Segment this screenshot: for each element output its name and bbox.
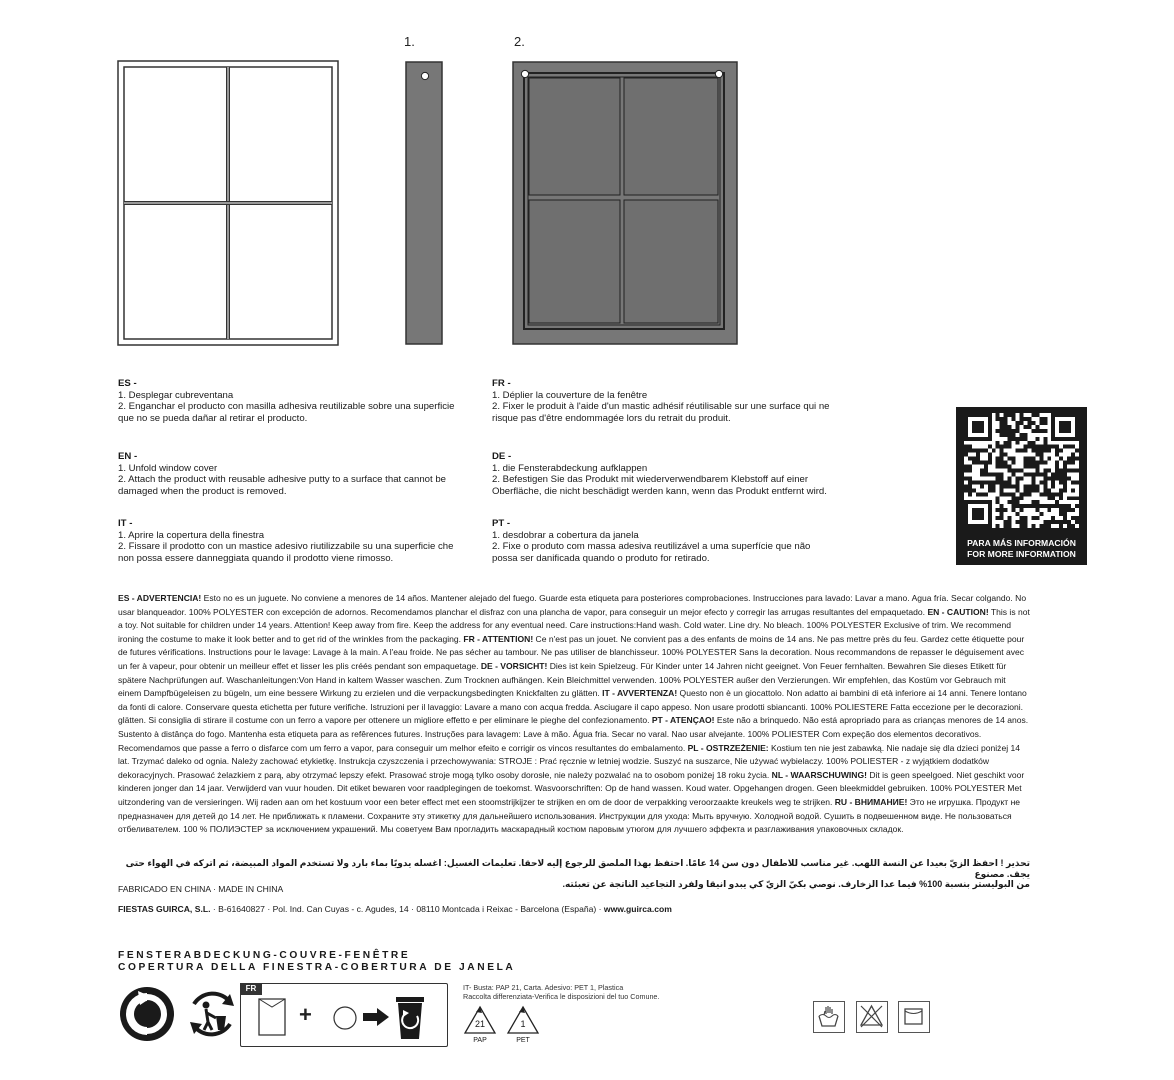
safety-warnings: ES - ADVERTENCIA! Esto no es un juguete. No conviene a menores de 14 años. Mantener alejado del fuego. Guarde esta etiqueta para posteriores comprobaciones. Instrucciones para lavado: Lavar a mano. Agua fría. Secar colgando. No usar blanqueador. 100% POLYESTER con excepción de adornos. Recomendamos planchar el disfraz con una plancha de vapor, para conseguir un mejor efecto y corregir las arrugas resultantes del empaquetado. EN - CAUTION! This is not a toy. Not suitable for children under 14 years. Attention! Keep away from fire. Keep the address for any eventual need. Care instructions:Hand wash. Cold water. Line dry. No bleach. 100% POLYESTER Exclusive of trim. We recommend ironing the costume to make it look better and to get rid of the wrinkles from the packaging. FR - ATTENTION! Ce n'est pas un jouet. Ne convient pas a des enfants de moins de 14 ans. Ne pas mettre près du feu. Gardez cette étiquette pour de futures vérifications. Instructions pour le lavage: Lavage à la main. A l'eau froide. Ne pas sécher au tambour. Ne pas utiliser de blanchisseur. 100% POLYESTER Sans la decoration. Nous recommandons de repasser le déguisement avec un fer à vapeur, pour obtenir un meilleur effet et lisser les plis créés pendant son empaquetage. DE - VORSICHT! Dies ist kein Spielzeug. Für Kinder unter 14 Jahren nicht geeignet. Von Feuer fernhalten. Bewahren Sie dieses Etikett für spätere Nachprüfungen auf. Waschanleitungen:Von Hand in kaltem Wasser waschen. Zum Trocknen aufhängen. Kein Bleichmittel verwenden. 100% POLYESTER außer den Verzierungen. Wir empfehlen, das Kostüm vor Gebrauch mit einem Dampfbügeleisen zu bügeln, um eine bessere Wirkung zu erzielen und die verpackungsbedingten Knickfalten zu glätten. IT - AVVERTENZA! Questo non è un giocattolo. Non adatto ai bambini di età inferiore ai 14 anni. Tenere lontano da fonti di calore. Conservare questa etichetta per future verifiche. Istruzioni per il lavaggio: Lavare a mano con acqua fredda. Asciugare il capo appeso. Non usare prodotti sbiancanti. 100% POLIESTERE Fatta eccezione per le decorazioni. glätten. Si consiglia di stirare il costume con un ferro a vapore per ottenere un migliore effetto e per eliminare le pieghe del confezionamento. PT - ATENÇAO! Este não a brinquedo. Não está apropriado para as crianças menores de 14 anos. Sustento à distânça do fogo. Mantenha esta etiqueta para as refêrences futures. Instruções para lavagem: Lave à mão. Água fria. Secar no varal. Nao usar alvejante. 100% POLIESTER Com expeção dos elementos decorativos. Recomendamos que passe a ferro o disfarce com um ferro a vapor, para conseguir um melhor efeito e corrigir os vincos resultantes do embalamento. PL - OSTRZEŻENIE: Kostium ten nie jest zabawką. Nie nadaje się dla dzieci poniżej 14 lat. Trzymać daleko od ognia. Należy zachować etykietkę. Instrukcja czyszczenia i przechowywania: STROJE : Prać ręcznie w letniej wodzie. Suszyć na suszarce, Nie używać wybielaczy. 100% POLIESTER - z wyjątkiem dodatków dekoracyjnych. Prasować żelazkiem z parą, aby otrzymać lepszy efekt. Prasować stroje mogą tylko osoby dorosłe, nie należy pozwalać na to osobom poniżej 18 roku życia. NL - WAARSCHUWING! Dit is geen speelgoed. Niet geschikt voor kinderen jonger dan 14 jaar. Verwijderd van vuur houden. Dit etiket bewaren voor raadplegingen de toekomst. Wasvoorschriften: Op de hand wassen. Koud water. Opgehangen drogen. Geen bleekmiddel gebruiken. 100% POLYESTER Met uitzondering van de versieringen. Wij raden aan om het kostuum voor een beter effect met een stoomstrijkijzer te strijken en om de door de verpakking veroorzaakte kreukels weg te strijken. RU - ВНИМАНИЕ! Это не игрушка. Продукт не предназначен для детей до 14 лет. Не приближать к пламени. Сохраните эту этикетку для дальнейшего использования. Инструкции для ухода: Мыть вручную. Холодной водой. Сушить в подвешенном виде. Не пользоваться отбеливателем. 100 % ПОЛИЭСТЕР за исключением украшений. Мы советуем Вам прогладить маскарадный костюм паровым утюгом для лучшего эффекта и разглаживания упаковочных складок. bbox=[118, 593, 1030, 835]
instructions-de: DE - 1. die Fensterabdeckung aufklappen 2. Befestigen Sie das Produkt mit wiederverwendbarem Klebstoff auf einer Oberfläche, die nicht beschädigt werden kann, wenn das Produkt entfernt wird. bbox=[492, 451, 827, 497]
italian-recycling-text: IT- Busta: PAP 21, Carta. Adesivo: PET 1, Plastica Raccolta differenziata-Verifica le disposizioni del tuo Comune. bbox=[463, 983, 660, 1001]
bin-icon bbox=[395, 994, 425, 1040]
company-details: · B-61640827 · Pol. Ind. Can Cuyas - c. Agudes, 14 · 08110 Montcada i Reixac - Barcelona (España) · bbox=[210, 904, 604, 914]
company-name: FIESTAS GUIRCA, S.L. bbox=[118, 904, 211, 914]
arabic-warning: تحذير ! احفظ الزيّ بعيدا عن النسة اللهب. غير مناسب للاطفال دون سن 14 عامًا. احتفظ بهذا الملصق للرجوع إليه لاحقا. تعليمات الغسيل: اغسله يدويًا بماء بارد ولا تستخدم المواد المبيضة، ثم اتركه في الهواء حتى يجف. مصنوع من البوليستر بنسبة 100% فيما عدا الزخارف. نوصي بكيّ الزيّ كي يبدو انيقا ولفرد التجاعيد الناتجة عن تعبئته. bbox=[125, 858, 1030, 889]
made-in-label: FABRICADO EN CHINA · MADE IN CHINA bbox=[118, 884, 284, 894]
illustration-attached-cover bbox=[512, 61, 738, 345]
arrow-icon bbox=[363, 1008, 389, 1026]
tidyman-icon bbox=[186, 988, 238, 1040]
plus-sign: + bbox=[299, 1002, 312, 1027]
instructions-pt: PT - 1. desdobrar a cobertura da janela 2. Fixe o produto com massa adesiva reutilizável a uma superfície que não possa ser danificada quando o produto for retirado. bbox=[492, 518, 811, 564]
company-url[interactable]: www.guirca.com bbox=[603, 904, 672, 914]
step-number-1: 1. bbox=[404, 34, 415, 49]
pet-number: 1 bbox=[520, 1019, 526, 1029]
envelope-icon bbox=[257, 997, 287, 1037]
company-info bbox=[118, 904, 672, 914]
qr-code-panel[interactable] bbox=[956, 407, 1087, 565]
pap-label: PAP bbox=[473, 1037, 487, 1044]
pet-recycling-code bbox=[506, 1005, 540, 1049]
step-number-2: 2. bbox=[514, 34, 525, 49]
pap-number: 21 bbox=[474, 1019, 485, 1029]
pap-recycling-code bbox=[463, 1005, 497, 1049]
qr-code-pattern bbox=[964, 413, 1079, 528]
line-dry-icon bbox=[898, 1001, 930, 1033]
instructions-es: ES - 1. Desplegar cubreventana 2. Enganchar el producto con masilla adhesiva reutilizable sobre una superficie que no se pueda dañar al retirar el producto. bbox=[118, 378, 455, 424]
illustration-unfolded-cover bbox=[117, 60, 339, 346]
product-titles: FENSTERABDECKUNG-COUVRE-FENÊTRE COPERTURA DELLA FINESTRA-COBERTURA DE JANELA bbox=[118, 950, 516, 973]
illustration-folded-cover bbox=[405, 61, 443, 345]
hand-wash-icon bbox=[813, 1001, 845, 1033]
do-not-bleach-icon bbox=[856, 1001, 888, 1033]
fr-label: FR bbox=[240, 983, 262, 995]
instructions-it: IT - 1. Aprire la copertura della finestra 2. Fissare il prodotto con un mastice adesivo riutilizzabile su una superficie che non possa essere danneggiata quando il prodotto viene rimosso. bbox=[118, 518, 454, 564]
pet-label: PET bbox=[516, 1037, 530, 1044]
fr-triman-panel bbox=[240, 983, 448, 1047]
instructions-fr: FR - 1. Déplier la couverture de la fenêtre 2. Fixer le produit à l'aide d'un mastic adhésif réutilisable sur une surface qui ne risque pas d'être endommagée lors du retrait du produit. bbox=[492, 378, 830, 424]
green-dot-icon bbox=[118, 985, 176, 1043]
qr-code[interactable] bbox=[964, 413, 1079, 528]
sticker-circle-icon bbox=[333, 1006, 357, 1030]
instructions-en: EN - 1. Unfold window cover 2. Attach the product with reusable adhesive putty to a surface that cannot be damaged when the product is removed. bbox=[118, 451, 446, 497]
qr-caption: PARA MÁS INFORMACIÓN FOR MORE INFORMATION bbox=[967, 538, 1076, 559]
